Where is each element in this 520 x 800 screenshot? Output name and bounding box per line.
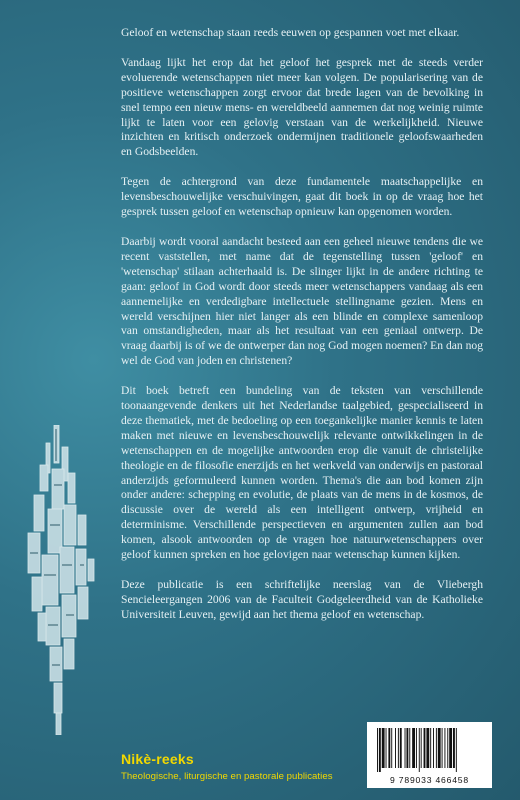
barcode-bar [447, 728, 448, 768]
barcode-bar [391, 728, 392, 768]
barcode-bar [388, 728, 390, 768]
barcode-bar [406, 728, 408, 768]
blurb-paragraph-3: Tegen de achtergrond van deze fundamentele maatschappelijke en levensbeschouwelijke verschuivingen, gaat dit boek in op de vraag hoe het gesprek tussen geloof en wetenschap opnieuw kan opgenomen worden. [121, 175, 483, 219]
barcode [367, 722, 492, 788]
barcode-bar [400, 728, 402, 768]
series-title: Nikè-reeks [121, 751, 194, 767]
barcode-bar [398, 728, 399, 768]
barcode-bar [405, 728, 406, 768]
blurb-paragraph-6: Deze publicatie is een schriftelijke neerslag van de Vliebergh Sencieleergangen 2006 van de Faculteit Godgeleerdheid van de Katholieke Universiteit Leuven, gewijd aan het thema geloof en wetenschap. [121, 578, 483, 621]
blurb-paragraph-4: Daarbij wordt vooral aandacht besteed aan een geheel nieuwe tendens die we recent vaststellen, met name dat de tegenstelling tussen 'geloof' en 'wetenschap' stilaan achterhaald is. De slinger lijkt in de andere richting te gaan: geloof in God wordt door steeds meer wetenschappers vandaag als een aannemelijke en verdedigbare intellectuele stellingname gezien. Mens en wereld verschijnen hier niet langer als een blinde en complexe samenloop van omstandigheden, maar als het resultaat van een geniaal ontwerp. De vraag daarbij is of we de ontwerper dan nog God mogen noemen? En dan nog wel de God van joden en christenen? [121, 234, 483, 368]
barcode-bar [395, 728, 396, 768]
barcode-bar [436, 728, 437, 768]
barcode-bar [433, 728, 434, 768]
blurb-text [121, 26, 483, 638]
blurb-paragraph-1: Geloof en wetenschap staan reeds eeuwen op gespannen voet met elkaar. [121, 26, 460, 39]
barcode-bar [416, 728, 417, 768]
barcode-bar [424, 728, 426, 768]
barcode-bar [453, 728, 455, 768]
barcode-bar [382, 728, 385, 768]
barcode-bar [412, 728, 415, 768]
barcode-bar [430, 728, 431, 768]
barcode-bar [442, 728, 443, 768]
barcode-bar [449, 728, 452, 768]
barcode-bar [379, 728, 381, 772]
barcode-bar [426, 728, 429, 768]
series-subtitle: Theologische, liturgische en pastorale publicaties [121, 771, 333, 782]
barcode-digits: 9 789033 466458 [390, 775, 469, 785]
barcode-bar [419, 728, 420, 772]
blurb-paragraph-5: Dit boek betreft een bundeling van de teksten van verschillende toonaangevende denkers uit het Nederlandse taalgebied, gespecialiseerd in deze thematiek, met de bedoeling op een toegankelijke manier kennis te laten maken met nieuwe en levensbeschouwelijk relevante ontwikkelingen in de wetenschappen en de mogelijke antwoorden erop die vanuit de christelijke theologie en de filosofie enerzijds en het werkveld van onderwijs en pastoraal anderzijds geformuleerd kunnen worden. Thema's die aan bod komen zijn onder andere: schepping en evolutie, de plaats van de mens in de kosmos, de discussie over de wereld als een intelligent ontwerp, vrijheid en determinisme. Verschillende perspectieven en argumenten zullen aan bod komen, alsook antwoorden op de vragen hoe natuurwetenschappers over geloof kunnen spreken en hoe gelovigen naar wetenschap kunnen kijken. [121, 384, 483, 562]
barcode-bar [386, 728, 387, 768]
barcode-bar [377, 728, 378, 772]
barcode-bar [456, 728, 457, 772]
barcode-bars [377, 728, 482, 772]
sculpture-illustration [10, 425, 110, 735]
barcode-bar [438, 728, 441, 768]
blurb-paragraph-2: Vandaag lijkt het erop dat het geloof het gesprek met de steeds verder evoluerende wetenschappen niet meer kan volgen. De popularisering van de positieve wetenschappen zorgt ervoor dat brede lagen van de bevolking in snel tempo een nieuw mens- en wereldbeeld aannemen dat nog weinig ruimte lijkt te laten voor een gelovig verstaan van de werkelijkheid. Nieuwe inzichten en kritisch onderzoek ondermijnen traditionele geloofswaarheden en Godsbeelden. [121, 55, 483, 159]
barcode-bar [421, 728, 422, 768]
barcode-bar [444, 728, 445, 768]
barcode-bar [409, 728, 410, 768]
